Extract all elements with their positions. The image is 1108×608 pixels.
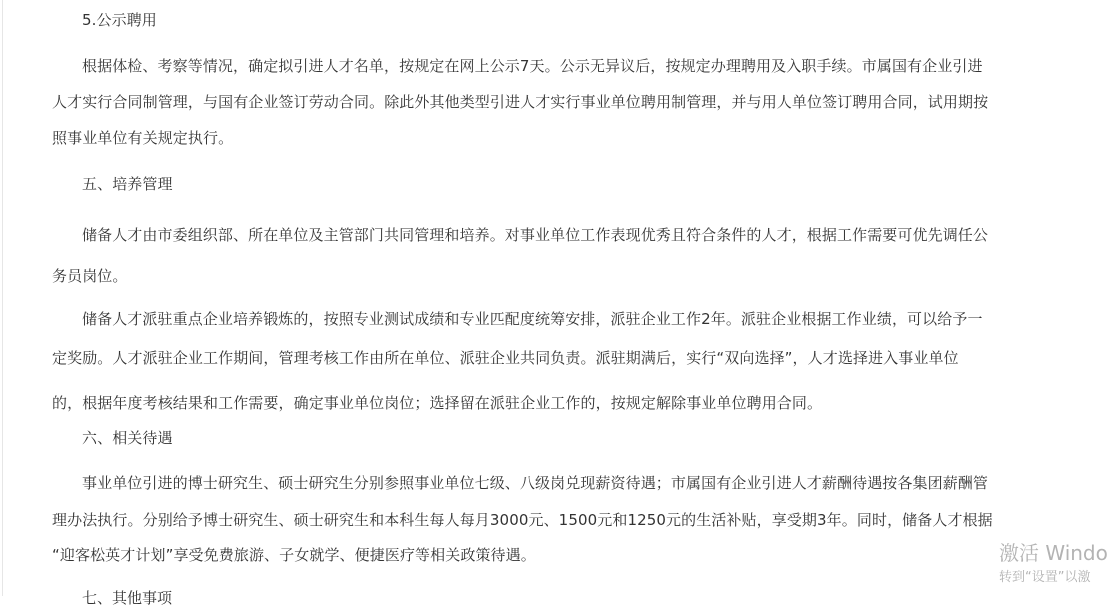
paragraph-line: 的，根据年度考核结果和工作需要，确定事业单位岗位；选择留在派驻企业工作的，按规定解除事业单位聘用合同。 <box>52 394 823 412</box>
section-seven-heading-cut: 七、其他事项 <box>82 589 173 607</box>
paragraph-line: 事业单位引进的博士研究生、硕士研究生分别参照事业单位七级、八级岗兑现薪资待遇；市属国有企业引进人才薪酬待遇按各集团薪酬管 <box>82 474 989 492</box>
page-left-border <box>2 0 3 596</box>
activation-watermark-title: 激活 Windo <box>999 541 1108 565</box>
paragraph-line: “迎客松英才计划”享受免费旅游、子女就学、便捷医疗等相关政策待遇。 <box>52 546 536 564</box>
section-five-heading: 五、培养管理 <box>82 175 173 193</box>
section-six-heading: 六、相关待遇 <box>82 429 173 447</box>
paragraph-line: 人才实行合同制管理，与国有企业签订劳动合同。除此外其他类型引进人才实行事业单位聘用制管理，并与用人单位签订聘用合同，试用期按 <box>52 93 989 111</box>
paragraph-line: 理办法执行。分别给予博士研究生、硕士研究生和本科生每人每月3000元、1500元和1250元的生活补贴，享受期3年。同时，储备人才根据 <box>52 511 993 529</box>
activation-watermark-subtitle: 转到“设置”以激 <box>999 570 1091 585</box>
paragraph-line: 储备人才派驻重点企业培养锻炼的，按照专业测试成绩和专业匹配度统筹安排，派驻企业工作2年。派驻企业根据工作业绩，可以给予一 <box>82 310 983 328</box>
section-5-heading: 5.公示聘用 <box>82 11 157 29</box>
paragraph-line: 定奖励。人才派驻企业工作期间，管理考核工作由所在单位、派驻企业共同负责。派驻期满后，实行“双向选择”，人才选择进入事业单位 <box>52 349 959 367</box>
paragraph-line: 根据体检、考察等情况，确定拟引进人才名单，按规定在网上公示7天。公示无异议后，按规定办理聘用及入职手续。市属国有企业引进 <box>82 57 983 75</box>
paragraph-line: 务员岗位。 <box>52 267 128 285</box>
paragraph-line: 照事业单位有关规定执行。 <box>52 129 234 147</box>
paragraph-line: 储备人才由市委组织部、所在单位及主管部门共同管理和培养。对事业单位工作表现优秀且符合条件的人才，根据工作需要可优先调任公 <box>82 226 989 244</box>
